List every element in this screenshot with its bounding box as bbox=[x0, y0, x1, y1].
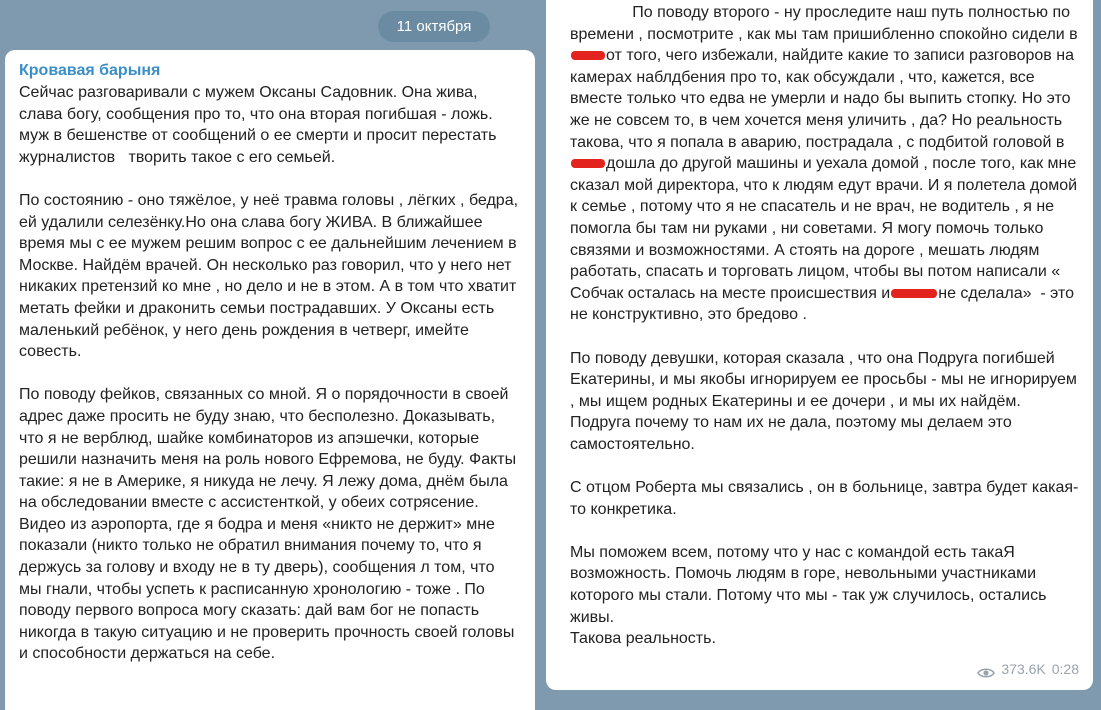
channel-author-name[interactable]: Кровавая барыня bbox=[19, 62, 161, 79]
message-bubble-left[interactable] bbox=[5, 50, 535, 710]
message-paragraph-3: По поводу фейков, связанных со мной. Я о порядочности в своей адрес даже просить не буду знаю, что бесполезно. Доказывать, что я не верблюд, шайке комбинаторов из апэшечки, которые решили назначить меня на роль нового Ефремова, не буду. Факты такие: я не в Америке, я никуда не лечу. Я лежу дома, днём была на обследовании вместе с ассистенткой, у обеих сотрясение. Видео из аэропорта, где я бодра и меня «никто не держит» мне показали (никто только не обратил внимания почему то, что я держусь за голову и входу не в ту дверь), сообщения л том, что мы гнали, чтобы успеть к расписанную хронологию - тоже . По поводу первого вопроса могу сказать: дай вам бог не попасть никогда в такую ситуацию и не проверить прочность своей головы и способности держаться на себе. bbox=[19, 386, 521, 663]
view-count: 373.6K bbox=[1001, 661, 1046, 678]
redaction-mark bbox=[891, 289, 937, 298]
paragraph-text-part: не сделала» - это не конструктивно, это бредово . bbox=[570, 284, 1079, 324]
message-paragraph-5: По поводу девушки, которая сказала , что она Подруга погибшей Екатерины, и мы якобы игнорируем ее просьбы - мы не игнорируем , мы ищем родных Екатерины и ее дочери , и мы их найдём. Подруга почему то нам их не дала, поэтому мы делаем это самостоятельно. bbox=[570, 349, 1082, 453]
message-paragraph-6: С отцом Роберта мы связались , он в больнице, завтра будет какая-то конкретика. bbox=[570, 479, 1079, 518]
paragraph-text-part: от того, чего избежали, найдите какие то записи разговоров на камерах наблдбения про то, как обсуждали , что, кажется, все вместе только что едва не умерли и надо бы выпить стопку. Но это же не совсем то, в чем хочется меня уличить , да? Но реальность такова, что я попала в аварию, пострадала , с подбитой головой в bbox=[570, 47, 1079, 151]
message-time: 0:28 bbox=[1051, 661, 1079, 678]
message-meta bbox=[977, 659, 1079, 681]
redaction-mark bbox=[571, 159, 605, 168]
date-separator: 11 октября bbox=[378, 11, 490, 42]
message-paragraph-4 bbox=[570, 2, 1081, 326]
message-paragraph-7: Мы поможем всем, потому что у нас с командой есть такаЯ возможность. Помочь людям в горе, невольными участниками которого мы стали. Потому что мы - так уж случилось, остались живы. Такова реальность. bbox=[570, 543, 1047, 648]
message-paragraph-1: Сейчас разговаривали с мужем Оксаны Садовник. Она жива, слава богу, сообщения про то, что она вторая погибшая - ложь. муж в бешенстве от сообщений о ее смерти и просит перестать журналистов творить такое с его семьей. bbox=[19, 84, 501, 166]
redaction-mark bbox=[571, 51, 605, 60]
message-paragraph-2: По состоянию - оно тяжёлое, у неё травма головы , лёгких , бедра, ей удалили селезёнку.Но она слава богу ЖИВА. В ближайшее время мы с ее мужем решим вопрос с ее дальнейшим лечением в Москве. Найдём врачей. Он несколько раз говорил, что у него нет никаких претензий ко мне , но дело и не в этом. А в том что хватит метать фейки и драконить семьи пострадавших. У Оксаны есть маленький ребёнок, у него день рождения в четверг, имейте совесть. bbox=[19, 191, 523, 361]
paragraph-text-part: дошла до другой машины и уехала домой , после того, как мне сказал мой директора, что к людям едут врачи. И я полетела домой к семье , потому что я не спасатель и не врач, не водитель , я не помогла бы там ни руками , ни советами. Я могу помочь только связями и возможностями. А стоять на дороге , мешать людям работать, спасать и торговать лицом, чтобы вы потом написали « Собчак осталась на месте происшествия и bbox=[570, 155, 1082, 302]
paragraph-text-part: По поводу второго - ну проследите наш путь полностью по времени , посмотрите , как мы там пришибленно спокойно сидели в bbox=[570, 4, 1078, 43]
eye-icon bbox=[977, 664, 995, 676]
message-bubble-right[interactable] bbox=[546, 0, 1093, 690]
